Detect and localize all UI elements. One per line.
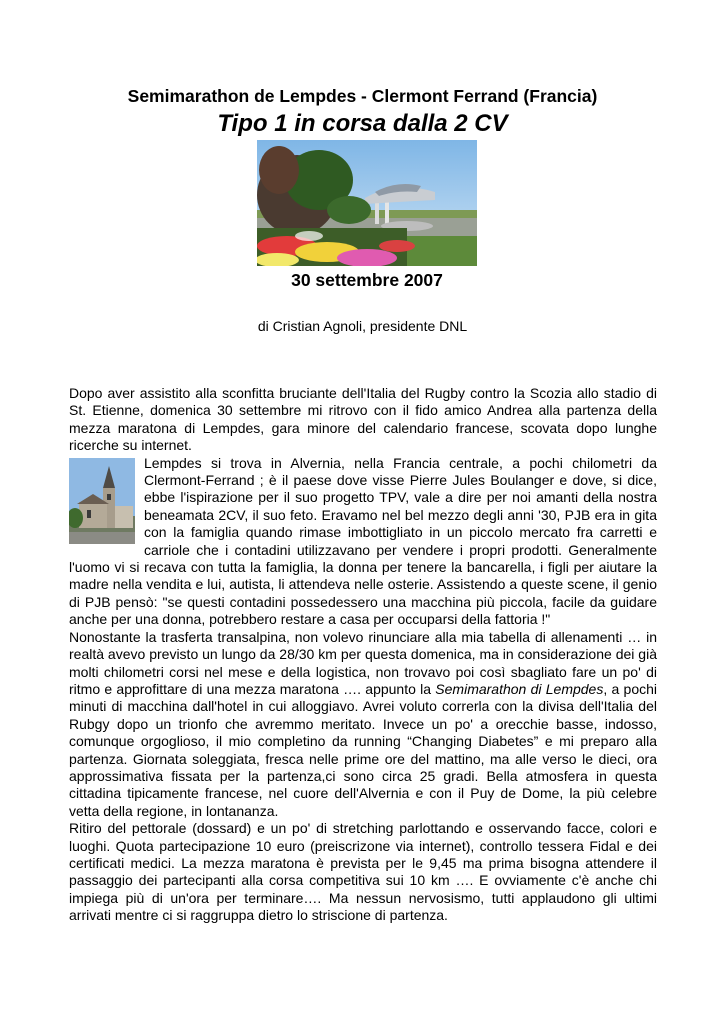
article-title: Tipo 1 in corsa dalla 2 CV [217,110,508,137]
article-body [69,385,657,925]
paragraph-3-text-a: Nonostante la trasferta transalpina, non volevo rinunciare alla mia tabella di allenamenti … in realtà avevo previsto un lungo da 28/30 km per questa domenica, ma in considerazione dei già molti chilometri corsi nel mese e della logistica, non trovavo poi così sbagliato fare un po' di ritmo e approfittare di una mezza maratona …. appunto la [69,628,657,697]
paragraph-4: Ritiro del pettorale (dossard) e un po' di stretching parlottando e osservando facce, colori e luoghi. Quota partecipazione 10 euro (preiscrizone via internet), controllo tessera Fidal e dei certificati medici. La mezza maratona è prevista per le 9,45 ma prima bisogna attendere il passaggio dei partecipanti alla corsa competitiva sui 10 km …. E ovviamente c'è anche chi impiega più di un'ora per terminare…. Ma nessun nervosismo, tutti applaudono gli ultimi arrivati mentre ci si raggruppa dietro lo striscione di partenza. [69,820,657,924]
paragraph-1: Dopo aver assistito alla sconfitta bruciante dell'Italia del Rugby contro la Scozia allo stadio di St. Etienne, domenica 30 settembre mi ritrovo con il fido amico Andrea alla partenza della mezza maratona di Lempdes, gara minore del calendario francese, scovata dopo lunghe ricerche su internet. [69,385,657,454]
paragraph-3 [69,629,657,820]
article-date: 30 settembre 2007 [291,270,443,290]
paragraph-3-text-b: , a pochi minuti di macchina dall'hotel in cui alloggiavo. Avrei voluto correrla con la divisa dell'Italia del Rubgy dopo un trionfo che avremmo meritato. Invece un po' a orecchie basse, indosso, comunque orgoglioso, il mio completino da running “Changing Diabetes” e mi preparo alla partenza. Giornata soleggiata, fresca nelle prime ore del mattino, ma alle verso le dieci, ora approssimativa fissata per la partenza,ci sono circa 25 gradi. Bella atmosfera in questa cittadina tipicamente francese, nel cuore dell'Alvernia e con il Puy de Dome, la più celebre vetta della regione, in lontananza. [69,680,657,819]
race-name-italic: Semimarathon di Lempdes [435,680,604,697]
article-kicker: Semimarathon de Lempdes - Clermont Ferrand (Francia) [127,86,598,106]
paragraph-2: Lempdes si trova in Alvernia, nella Francia centrale, a pochi chilometri da Clermont-Ferrand ; è il paese dove visse Pierre Jules Boulanger e dove, si dice, ebbe l'ispirazione per il suo progetto TPV, vale a dire per noi amanti della nostra beneamata 2CV, il suo feto. Eravamo nel bel mezzo degli anni '30, PJB era in gita con la famiglia quando rimase imbottigliato in un piccolo mercato fra carretti e carriole che i contadini utilizzavano per vendere i propri prodotti. Generalmente l'uomo vi si recava con tutta la famiglia, la donna per tenere la bancarella, i figli per aiutare la madre nella vendita e lui, autista, li attendeva nelle osterie. Assistendo a queste scene, il genio di PJB pensò: "se questi contadini possedessero una macchina più piccola, facile da guidare anche per una donna, potrebbero restare a casa per occuparsi della fattoria !" [69,454,657,628]
church-photo [69,458,135,544]
hero-photo-2cv-monument [257,140,477,266]
article-byline: di Cristian Agnoli, presidente DNL [257,318,468,334]
